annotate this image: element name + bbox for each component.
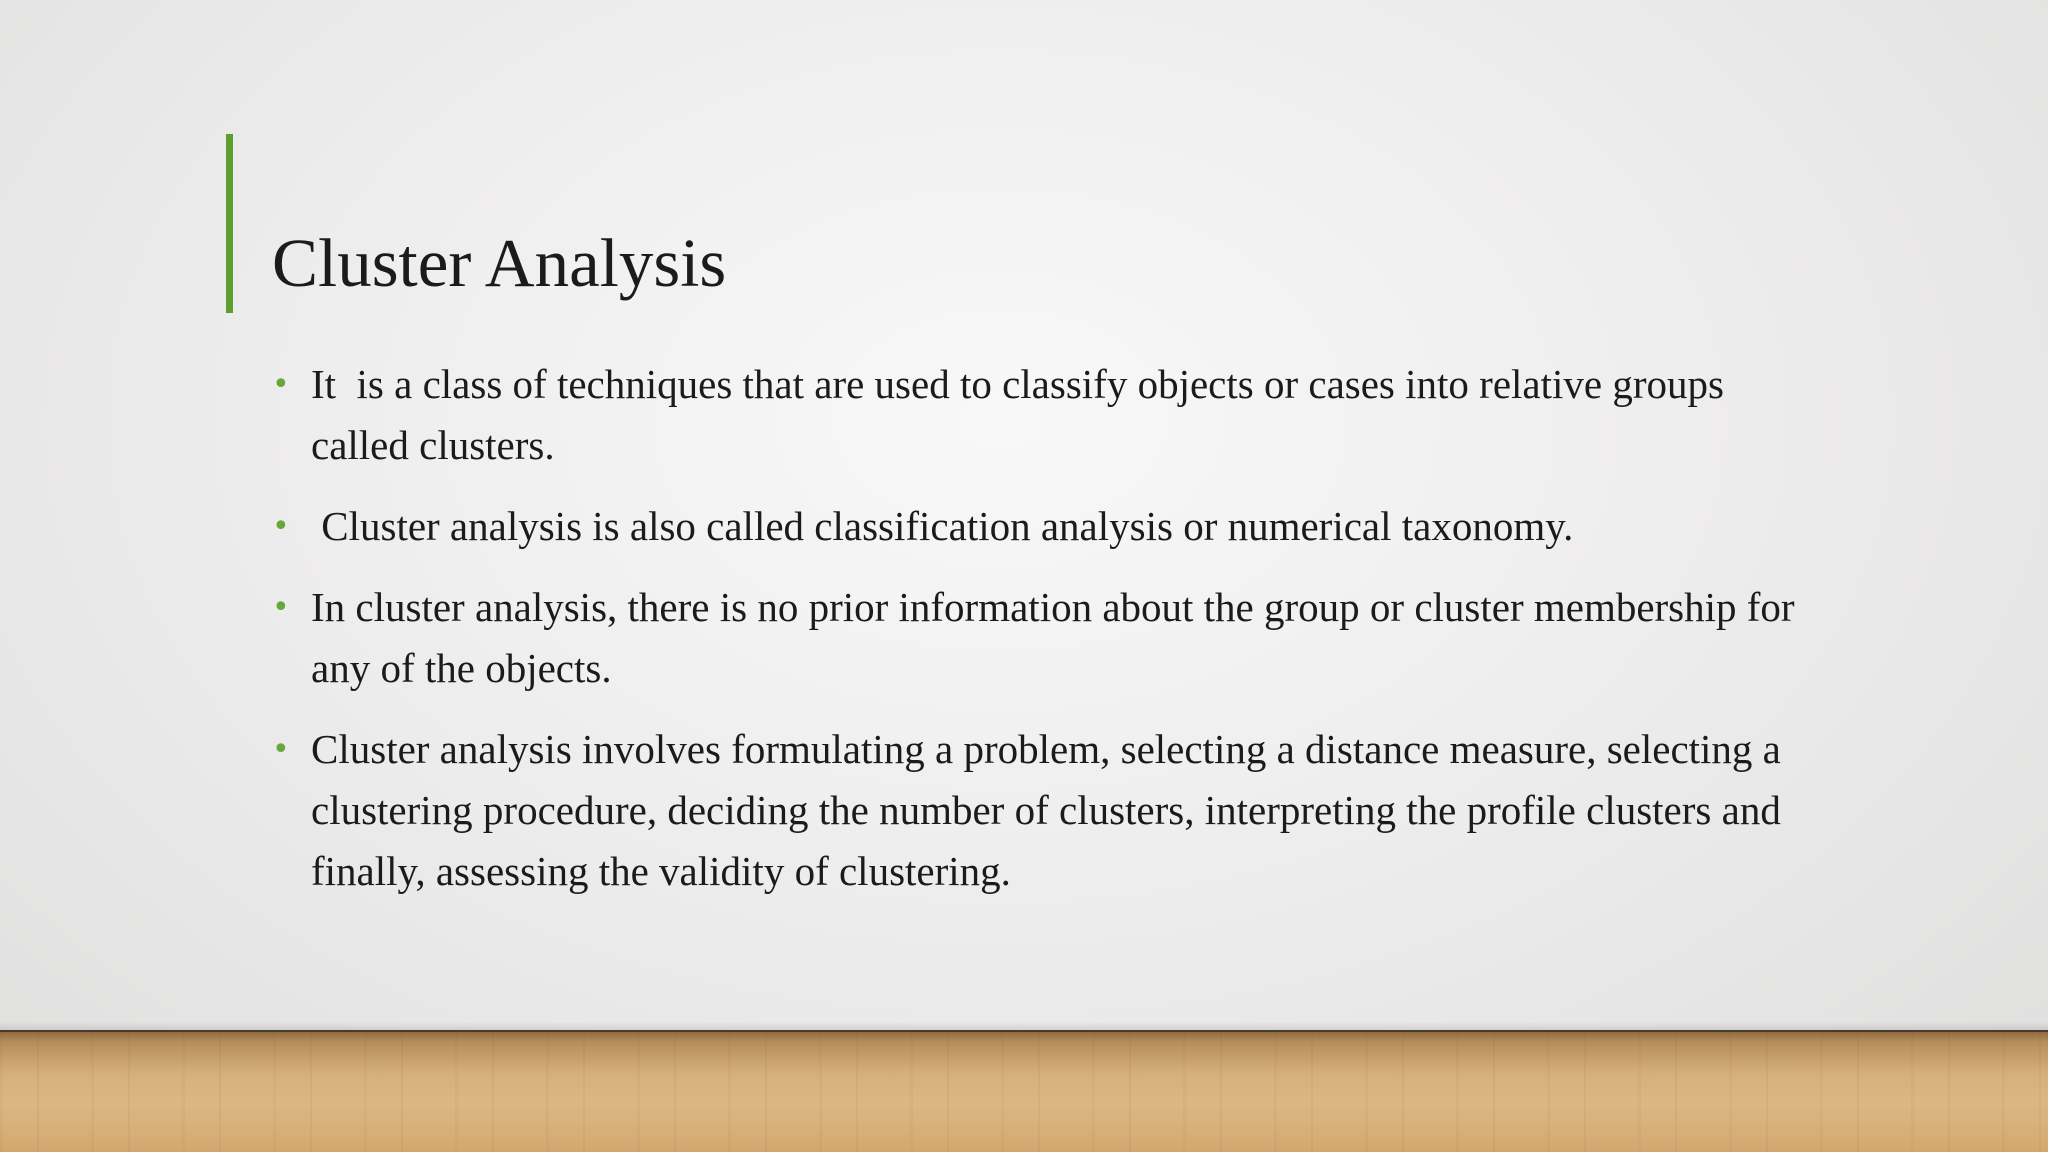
bullet-text: Cluster analysis involves formulating a problem, selecting a distance measure, selecting a clustering procedure, deciding the number of clusters, interpreting the profile clusters and finally, assessing the validity of clustering. bbox=[311, 726, 1792, 894]
bullet-icon: • bbox=[272, 367, 290, 402]
bullet-icon: • bbox=[272, 509, 290, 544]
bullet-text: Cluster analysis is also called classification analysis or numerical taxonomy. bbox=[311, 503, 1574, 549]
bullet-text: It is a class of techniques that are used to classify objects or cases into relative groups called clusters. bbox=[311, 361, 1735, 468]
bullet-icon: • bbox=[272, 590, 290, 625]
slide-title: Cluster Analysis bbox=[272, 225, 727, 301]
bullet-item bbox=[272, 496, 1832, 557]
title-accent-bar bbox=[226, 134, 233, 313]
bullet-item bbox=[272, 354, 1832, 476]
bullet-item bbox=[272, 577, 1832, 699]
bullet-item bbox=[272, 719, 1832, 902]
bullet-text: In cluster analysis, there is no prior information about the group or cluster membership for any of the objects. bbox=[311, 584, 1805, 691]
wood-floor-background bbox=[0, 1030, 2048, 1152]
bullet-list bbox=[272, 354, 1832, 922]
bullet-icon: • bbox=[272, 732, 290, 767]
